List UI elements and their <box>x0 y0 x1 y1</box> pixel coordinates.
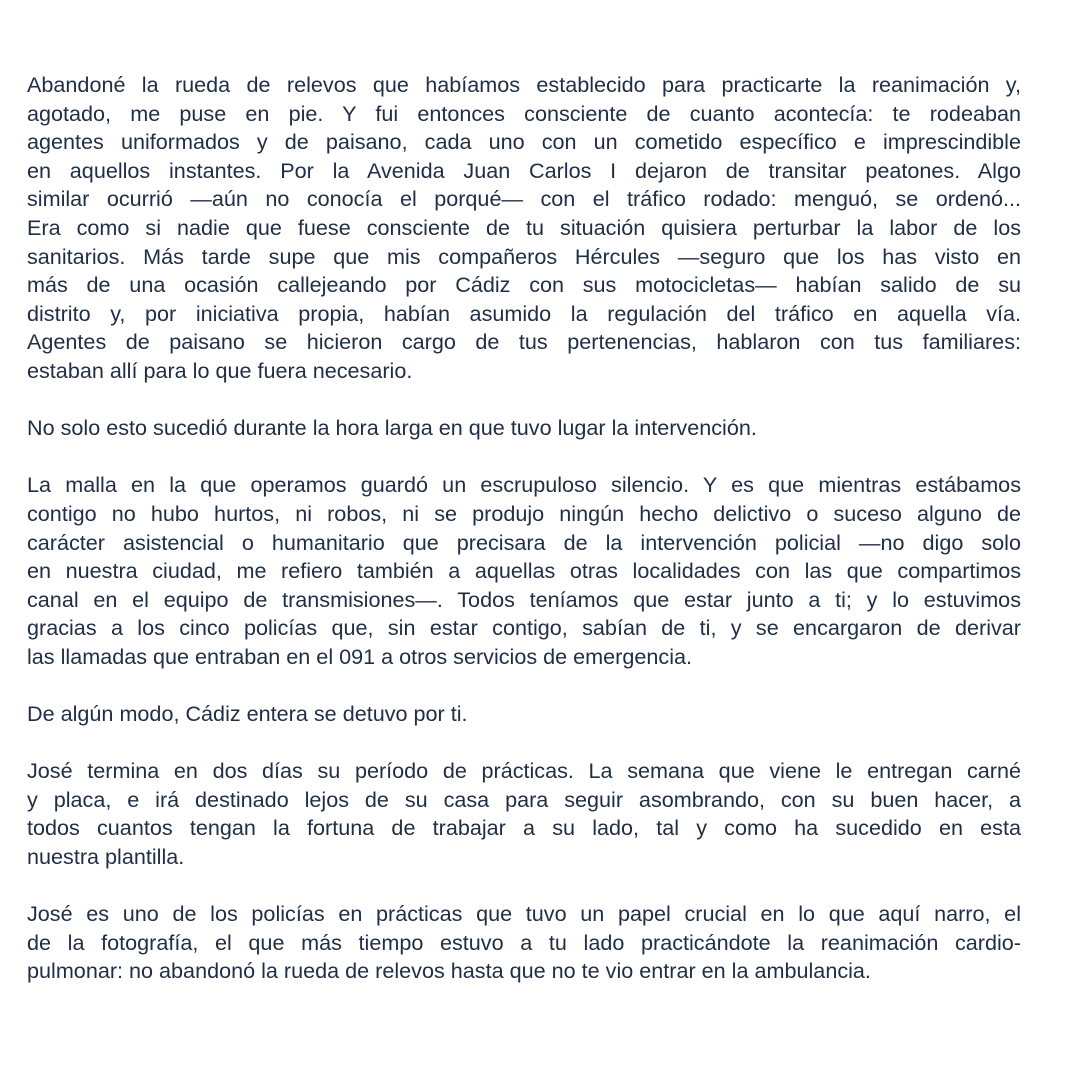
text-line: canal en el equipo de transmisiones—. Todos teníamos que estar junto a ti; y lo estuvimos <box>27 586 1021 612</box>
paragraph-4 <box>27 700 1021 729</box>
text-line: No solo esto sucedió durante la hora larga en que tuvo lugar la intervención. <box>27 415 757 441</box>
text-line: La malla en la que operamos guardó un escrupuloso silencio. Y es que mientras estábamos <box>27 472 1021 498</box>
text-line: sanitarios. Más tarde supe que mis compañeros Hércules —seguro que los has visto en <box>27 243 1021 269</box>
text-line: en aquellos instantes. Por la Avenida Juan Carlos I dejaron de transitar peatones. Algo <box>27 157 1021 183</box>
text-line: de la fotografía, el que más tiempo estuvo a tu lado practicándote la reanimación cardio- <box>27 929 1021 955</box>
text-line: Era como si nadie que fuese consciente de tu situación quisiera perturbar la labor de los <box>27 214 1021 240</box>
text-line: más de una ocasión callejeando por Cádiz con sus motocicletas— habían salido de su <box>27 272 1021 298</box>
text-line: estaban allí para lo que fuera necesario. <box>27 357 413 383</box>
text-line: gracias a los cinco policías que, sin estar contigo, sabían de ti, y se encargaron de derivar <box>27 615 1021 641</box>
text-line: agentes uniformados y de paisano, cada uno con un cometido específico e imprescindible <box>27 129 1021 155</box>
text-line: carácter asistencial o humanitario que precisara de la intervención policial —no digo solo <box>27 529 1021 555</box>
text-line: Abandoné la rueda de relevos que habíamos establecido para practicarte la reanimación y, <box>27 72 1021 97</box>
paragraph-2 <box>27 414 1021 443</box>
text-line: nuestra plantilla. <box>27 844 185 870</box>
text-line: en nuestra ciudad, me refiero también a aquellas otras localidades con las que compartimos <box>27 558 1021 584</box>
paragraph-1 <box>27 71 1021 386</box>
paragraph-5 <box>27 757 1021 871</box>
text-line: distrito y, por iniciativa propia, habían asumido la regulación del tráfico en aquella vía. <box>27 300 1021 326</box>
text-line: Agentes de paisano se hicieron cargo de tus pertenencias, hablaron con tus familiares: <box>27 329 1021 355</box>
text-line: agotado, me puse en pie. Y fui entonces consciente de cuanto acontecía: te rodeaban <box>27 100 1021 126</box>
text-line: De algún modo, Cádiz entera se detuvo por ti. <box>27 701 468 727</box>
paragraph-6 <box>27 900 1021 986</box>
text-line: similar ocurrió —aún no conocía el porqué— con el tráfico rodado: menguó, se ordenó... <box>27 186 1021 212</box>
text-line: pulmonar: no abandonó la rueda de relevos hasta que no te vio entrar en la ambulancia. <box>27 958 871 984</box>
text-line: y placa, e irá destinado lejos de su casa para seguir asombrando, con su buen hacer, a <box>27 786 1021 812</box>
text-line: contigo no hubo hurtos, ni robos, ni se produjo ningún hecho delictivo o suceso alguno de <box>27 500 1021 526</box>
text-line: José es uno de los policías en prácticas que tuvo un papel crucial en lo que aquí narro, el <box>27 901 1021 927</box>
text-line: José termina en dos días su período de prácticas. La semana que viene le entregan carné <box>27 758 1021 784</box>
text-line: las llamadas que entraban en el 091 a otros servicios de emergencia. <box>27 643 692 669</box>
text-line: todos cuantos tengan la fortuna de trabajar a su lado, tal y como ha sucedido en esta <box>27 815 1021 841</box>
paragraph-3 <box>27 471 1021 671</box>
